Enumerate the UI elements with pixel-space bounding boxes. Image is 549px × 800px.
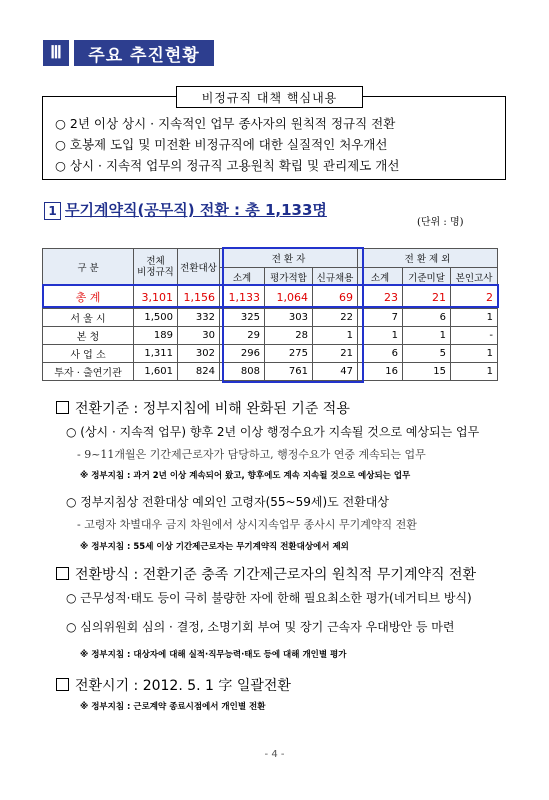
- row-label: 총 계: [43, 286, 134, 309]
- table-row-total: [43, 286, 498, 309]
- cell: 16: [358, 363, 403, 381]
- cell: 1: [313, 327, 358, 345]
- section-number-badge: Ⅲ: [43, 40, 69, 66]
- cell: 296: [220, 345, 265, 363]
- cell: 1: [451, 309, 498, 327]
- cell: 275: [265, 345, 313, 363]
- unit-label: (단위 : 명): [417, 217, 464, 228]
- method-item: ○ 심의위원회 심의 · 결정, 소명기회 부여 및 장기 근속자 우대방안 등 마련: [66, 620, 455, 634]
- square-bullet-icon: [56, 401, 69, 414]
- cell: 1,311: [134, 345, 178, 363]
- header-converted: 전 환 자: [220, 249, 358, 268]
- cell: 1: [451, 363, 498, 381]
- cell: 29: [220, 327, 265, 345]
- cell: 15: [403, 363, 451, 381]
- table-row: [43, 363, 498, 381]
- cell: 3,101: [134, 286, 178, 309]
- method-item: ○ 근무성적·태도 등이 극히 불량한 자에 한해 필요최소한 평가(네거티브 방식): [66, 591, 472, 605]
- subsection-number: 1: [44, 202, 61, 220]
- cell: 69: [313, 286, 358, 309]
- cell: 7: [358, 309, 403, 327]
- cell: 303: [265, 309, 313, 327]
- subsection-title: 무기계약직(공무직) 전환 : 총 1,133명: [65, 201, 327, 219]
- cell: 23: [358, 286, 403, 309]
- table-row: [43, 327, 498, 345]
- criteria-detail: - 고령자 차별대우 금지 차원에서 상시지속업무 종사시 무기계약직 전환: [77, 518, 417, 531]
- cell: 1,500: [134, 309, 178, 327]
- criteria-item: ○ (상시 · 지속적 업무) 향후 2년 이상 행정수요가 지속될 것으로 예상되는 업무: [66, 425, 480, 439]
- cell: 1,133: [220, 286, 265, 309]
- cell: 21: [403, 286, 451, 309]
- cell: 22: [313, 309, 358, 327]
- method-heading: 전환방식 : 전환기준 충족 기간제근로자의 원칙적 무기계약직 전환: [56, 564, 476, 584]
- page-number: - 4 -: [264, 749, 285, 760]
- table-row: [43, 345, 498, 363]
- guideline-note: ※ 정부지침 : 대상자에 대해 실적·직무능력·태도 등에 대해 개인별 평가: [80, 650, 347, 660]
- subsection-heading: [44, 199, 327, 220]
- row-label: 투자 · 출연기관: [43, 363, 134, 381]
- header-target: 전환대상: [178, 249, 220, 286]
- header-excluded: 전 환 제 외: [358, 249, 498, 268]
- cell: 28: [265, 327, 313, 345]
- cell: 30: [178, 327, 220, 345]
- conversion-table: [42, 248, 498, 381]
- header-sub: 본인고사: [451, 268, 498, 286]
- table-row: [43, 309, 498, 327]
- cell: 1,601: [134, 363, 178, 381]
- header-sub: 기준미달: [403, 268, 451, 286]
- cell: 1,156: [178, 286, 220, 309]
- cell: 21: [313, 345, 358, 363]
- cell: 761: [265, 363, 313, 381]
- square-bullet-icon: [56, 678, 69, 691]
- timing-heading: 전환시기 : 2012. 5. 1 字 일괄전환: [56, 675, 291, 695]
- cell: 1: [451, 345, 498, 363]
- header-gubun: 구 분: [43, 249, 134, 286]
- criteria-detail: - 9~11개월은 기간제근로자가 담당하고, 행정수요가 연중 계속되는 업무: [77, 448, 426, 461]
- cell: 47: [313, 363, 358, 381]
- cell: 6: [403, 309, 451, 327]
- header-sub: 소계: [220, 268, 265, 286]
- header-total: 전체 비정규직: [134, 249, 178, 286]
- criteria-item: ○ 정부지침상 전환대상 예외인 고령자(55~59세)도 전환대상: [66, 495, 389, 509]
- cell: 6: [358, 345, 403, 363]
- header-sub: 평가적합: [265, 268, 313, 286]
- row-label: 본 청: [43, 327, 134, 345]
- summary-item: ○ 상시 · 지속적 업무의 정규직 고용원칙 확립 및 관리제도 개선: [55, 158, 400, 173]
- cell: 808: [220, 363, 265, 381]
- cell: 325: [220, 309, 265, 327]
- summary-box-title: 비정규직 대책 핵심내용: [176, 86, 363, 108]
- cell: 189: [134, 327, 178, 345]
- criteria-heading: 전환기준 : 정부지침에 비해 완화된 기준 적용: [56, 398, 350, 418]
- guideline-note: ※ 정부지침 : 55세 이상 기간제근로자는 무기계약직 전환대상에서 제외: [80, 542, 349, 552]
- cell: 332: [178, 309, 220, 327]
- header-sub: 신규채용: [313, 268, 358, 286]
- cell: 5: [403, 345, 451, 363]
- cell: 1,064: [265, 286, 313, 309]
- summary-item: ○ 호봉제 도입 및 미전환 비정규직에 대한 실질적인 처우개선: [55, 137, 388, 152]
- cell: 2: [451, 286, 498, 309]
- summary-item: ○ 2년 이상 상시 · 지속적인 업무 종사자의 원칙적 정규직 전환: [55, 116, 396, 131]
- cell: 824: [178, 363, 220, 381]
- cell: -: [451, 327, 498, 345]
- cell: 1: [358, 327, 403, 345]
- row-label: 사 업 소: [43, 345, 134, 363]
- square-bullet-icon: [56, 567, 69, 580]
- cell: 302: [178, 345, 220, 363]
- guideline-note: ※ 정부지침 : 과거 2년 이상 계속되어 왔고, 향후에도 계속 지속될 것으로 예상되는 업무: [80, 471, 411, 481]
- header-sub: 소계: [358, 268, 403, 286]
- section-title: 주요 추진현황: [74, 40, 214, 66]
- cell: 1: [403, 327, 451, 345]
- guideline-note: ※ 정부지침 : 근로계약 종료시점에서 개인별 전환: [80, 702, 266, 712]
- row-label: 서 울 시: [43, 309, 134, 327]
